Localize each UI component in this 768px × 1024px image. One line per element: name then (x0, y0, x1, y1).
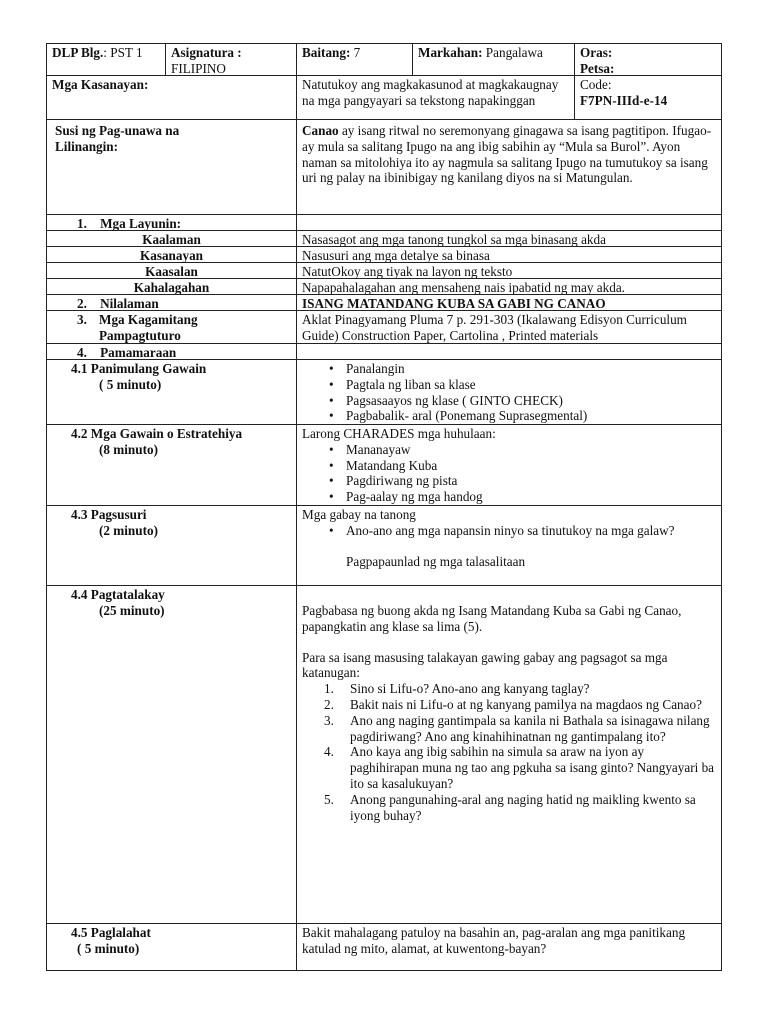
gawain-label-cell (46, 359, 297, 425)
kaasalan-text: NatutOkoy ang tiyak na layon ng teksto (296, 262, 722, 279)
estratehiya-intro: Larong CHARADES mga huhulaan: (302, 426, 496, 441)
estratehiya-label-cell (46, 424, 297, 506)
dlp-value: : PST 1 (103, 45, 143, 60)
baitang-cell (296, 43, 413, 76)
list-item: • Matandang Kuba (346, 458, 716, 474)
paglalahat-label-cell (46, 923, 297, 971)
pagsusuri-cell (296, 505, 722, 586)
dlp-cell (46, 43, 166, 76)
list-item: • Pagsasaayos ng klase ( GINTO CHECK) (346, 393, 716, 409)
kasanayan-text: Natutukoy ang magkakasunod at magkakaugnay na mga pangyayari sa tekstong napakinggan (296, 75, 575, 120)
oras-label: Oras: (580, 45, 613, 60)
susi-bold-word: Canao (302, 123, 339, 138)
pagsusuri-list (302, 523, 716, 539)
pagtatalakay-para2: Para sa isang masusing talakayan gawing gabay ang pagsagot sa mga katanugan: (302, 649, 668, 681)
estratehiya-list (302, 442, 716, 505)
pamamaraan-empty-cell (296, 343, 722, 360)
kasanayan-label: Mga Kasanayan: (46, 75, 297, 120)
kaalaman-label: Kaalaman (46, 230, 297, 247)
list-item: • Mananayaw (346, 442, 716, 458)
asignatura-cell (165, 43, 297, 76)
list-item: • Pagbabalik- aral (Ponemang Suprasegmental) (346, 408, 716, 424)
pamamaraan-label: 4. Pamamaraan (46, 343, 297, 360)
kaasalan-label: Kaasalan (46, 262, 297, 279)
kahalagahan-text: Napapahalagahan ang mensaheng nais ipabatid ng may akda. (296, 278, 722, 295)
pagsusuri-time: (2 minuto) (99, 522, 158, 538)
paglalahat-time: ( 5 minuto) (77, 940, 140, 956)
list-item: • Panalangin (346, 361, 716, 377)
oras-petsa-cell (574, 43, 722, 76)
layunin-empty-cell (296, 214, 722, 231)
pagsusuri-label: 4.3 Pagsusuri (71, 507, 147, 522)
markahan-label: Markahan: (418, 45, 483, 60)
code-label: Code: (580, 77, 612, 92)
question-item: 1. Sino si Lifu-o? Ano-ano ang kanyang taglay? (324, 681, 590, 697)
paglalahat-label: 4.5 Paglalahat (71, 925, 151, 940)
list-item: • Ano-ano ang mga napansin ninyo sa tinutukoy na mga galaw? (346, 523, 716, 539)
estratehiya-time: (8 minuto) (99, 441, 158, 457)
susi-label: Susi ng Pag-unawa na Lilinangin: (46, 119, 297, 215)
list-item: • Pag-aalay ng mga handog (346, 489, 716, 505)
code-cell (574, 75, 722, 120)
petsa-label: Petsa: (580, 60, 615, 76)
list-item: • Pagtala ng liban sa klase (346, 377, 716, 393)
markahan-cell (412, 43, 575, 76)
pagsusuri-label-cell (46, 505, 297, 586)
dlp-label: DLP Blg. (52, 45, 104, 60)
question-item: 2. Bakit nais ni Lifu-o at ng kanyang pamilya na magdaos ng Canao? (324, 696, 702, 712)
kasanayan-row-label: Kasanayan (46, 246, 297, 263)
baitang-label: Baitang: (302, 45, 351, 60)
estratehiya-list-cell (296, 424, 722, 506)
kaalaman-text: Nasasagot ang mga tanong tungkol sa mga binasang akda (296, 230, 722, 247)
kagamitan-text: Aklat Pinagyamang Pluma 7 p. 291-303 (Ikalawang Edisyon Curriculum Guide) Construction Paper, Cartolina , Printed materials (296, 310, 722, 344)
gawain-time: ( 5 minuto) (99, 376, 162, 392)
kahalagahan-label: Kahalagahan (46, 278, 297, 295)
markahan-value: Pangalawa (482, 45, 543, 60)
pagtatalakay-questions (302, 681, 716, 823)
asignatura-label: Asignatura : (171, 45, 242, 60)
susi-text: ay isang ritwal no seremonyang ginagawa sa isang pagtitipon. Ifugao- ay mula sa salitang Ipugo na ang ibig sabihin ay “Mula sa Burol”. Ayon naman sa mitolohiya ito ay nagmula sa salitang Ipugo na tumutukoy sa isang uri ng palay na ibinibigay ng kanilang diyos na si Matungulan. (302, 123, 712, 186)
gawain-label: 4.1 Panimulang Gawain (71, 361, 207, 376)
pagtatalakay-time: (25 minuto) (99, 602, 165, 618)
question-item: 4. Ano kaya ang ibig sabihin na simula sa araw na iyon ay paghihirapan muna ng tao ang pgkuha sa isang ginto? Nangyayari ba ito sa kasalukuyan? (324, 744, 715, 791)
nilalaman-label: 2. Nilalaman (46, 294, 297, 311)
pagsusuri-extra: Pagpapaunlad ng mga talasalitaan (346, 553, 526, 569)
pagsusuri-intro: Mga gabay na tanong (302, 507, 416, 522)
gawain-list-cell (296, 359, 722, 425)
susi-text-cell (296, 119, 722, 215)
pagtatalakay-cell (296, 585, 722, 924)
list-item: • Pagdiriwang ng pista (346, 473, 716, 489)
asignatura-value: FILIPINO (171, 60, 226, 76)
question-item: 5. Anong pangunahing-aral ang naging hatid ng maikling kwento sa iyong buhay? (324, 791, 696, 823)
paglalahat-text: Bakit mahalagang patuloy na basahin an, pag-aralan ang mga panitikang katulad ng mito, alamat, at kuwentong-bayan? (296, 923, 722, 971)
baitang-value: 7 (350, 45, 361, 60)
question-item: 3. Ano ang naging gantimpala sa kanila ni Bathala sa isinagawa nilang pagdiriwang? Ano ang kinahihinatnan ng gantimpalang ito? (324, 712, 710, 744)
pagtatalakay-label-cell (46, 585, 297, 924)
nilalaman-text: ISANG MATANDANG KUBA SA GABI NG CANAO (296, 294, 722, 311)
estratehiya-label: 4.2 Mga Gawain o Estratehiya (71, 426, 243, 441)
layunin-heading: 1. Mga Layunin: (46, 214, 297, 231)
code-value: F7PN-IIId-e-14 (580, 92, 668, 108)
pagtatalakay-para1: Pagbabasa ng buong akda ng Isang Matandang Kuba sa Gabi ng Canao, papangkatin ang klase sa lima (5). (302, 603, 682, 634)
kagamitan-label: 3. Mga Kagamitang Pampagtuturo (46, 310, 297, 344)
kasanayan-row-text: Nasusuri ang mga detalye sa binasa (296, 246, 722, 263)
pagtatalakay-label: 4.4 Pagtatalakay (71, 587, 165, 602)
gawain-list (302, 361, 716, 424)
